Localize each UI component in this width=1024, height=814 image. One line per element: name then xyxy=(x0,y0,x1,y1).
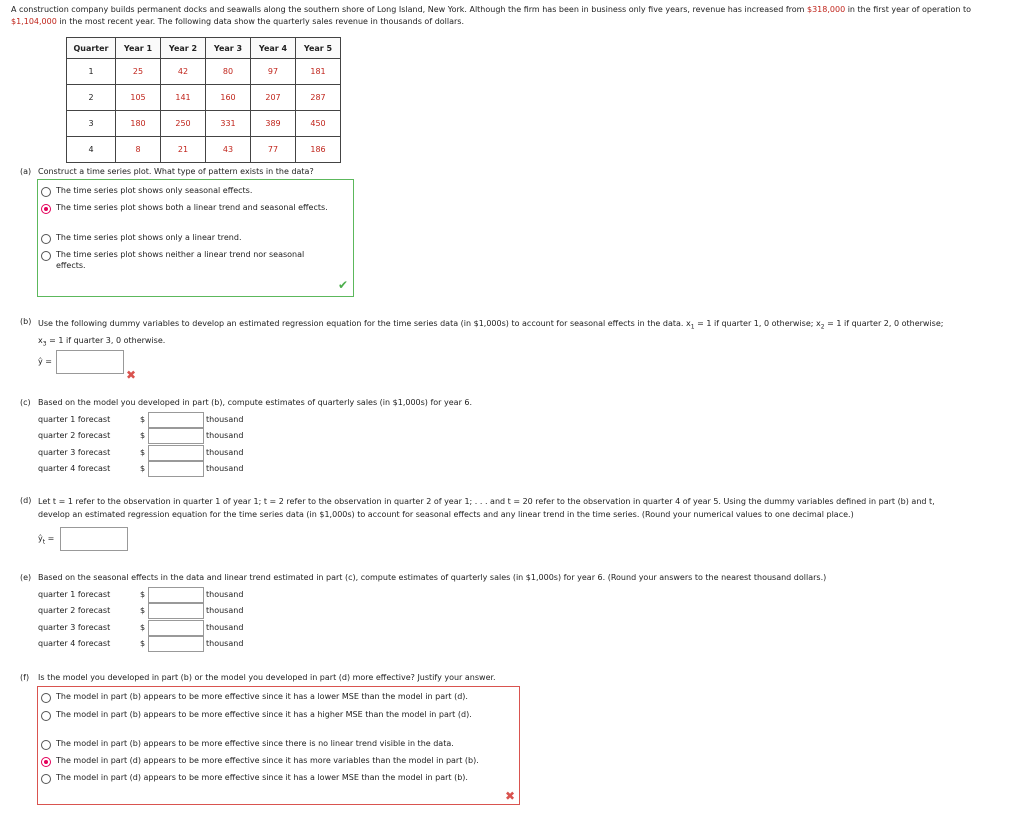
table-row xyxy=(67,111,341,137)
part-e-label: (e) xyxy=(20,573,32,582)
table-cell: 77 xyxy=(251,137,296,163)
radio-button-selected[interactable] xyxy=(41,204,51,214)
forecast-label: quarter 4 forecast xyxy=(38,464,111,473)
unit-label: thousand xyxy=(206,415,244,424)
dollar-sign: $ xyxy=(140,639,146,648)
unit-label: thousand xyxy=(206,606,244,615)
part-d-question: Let t = 1 refer to the observation in quarter 1 of year 1; t = 2 refer to the observation in quarter 2 of year 1; . . . and t = 20 refer to the observation in quarter 4 of year 5. Using the dummy variables defined in part (b) and t, develop an estimated regression equation for the time series data (in $1,000s) to account for seasonal effects and any linear trend in the time series. (Round your numerical values to one decimal place.) xyxy=(38,497,935,519)
part-f-option[interactable]: The model in part (b) appears to be more effective since it has a lower MSE than the model in part (d). xyxy=(41,692,468,703)
part-c-question: Based on the model you developed in part (b), compute estimates of quarterly sales (in $1,000s) for year 6. xyxy=(38,398,473,407)
cross-icon: ✖ xyxy=(505,789,516,803)
unit-label: thousand xyxy=(206,590,244,599)
table-cell: 25 xyxy=(116,59,161,85)
unit-label: thousand xyxy=(206,448,244,457)
radio-button[interactable] xyxy=(41,187,51,197)
table-header: Year 4 xyxy=(251,38,296,59)
part-c-q4-input[interactable] xyxy=(148,461,204,477)
part-c-q3-input[interactable] xyxy=(148,445,204,461)
table-cell: 8 xyxy=(116,137,161,163)
dollar-sign: $ xyxy=(140,415,146,424)
table-cell: 3 xyxy=(67,111,116,137)
part-c-q2-input[interactable] xyxy=(148,428,204,444)
first-year-revenue: $318,000 xyxy=(806,5,846,14)
quarterly-sales-table xyxy=(66,37,341,163)
radio-button[interactable] xyxy=(41,740,51,750)
table-cell: 160 xyxy=(206,85,251,111)
part-b-question: Use the following dummy variables to develop an estimated regression equation for the time series data (in $1,000s) to account for seasonal effects in the data. $x_1 = 1$ if quarter 1, 0 otherwise; $x_2 = 1$ if quarter 2, 0 otherwise; $x_3 = 1$ if quarter 3, 0 otherwise. xyxy=(38,319,944,348)
unit-label: thousand xyxy=(206,623,244,632)
check-icon: ✔ xyxy=(338,278,349,292)
dollar-sign: $ xyxy=(140,448,146,457)
table-cell: 97 xyxy=(251,59,296,85)
yhat-label: ŷ = xyxy=(38,357,52,366)
unit-label: thousand xyxy=(206,639,244,648)
problem-intro: A construction company builds permanent docks and seawalls along the southern shore of Long Island, New York. Although the firm has been in business only five years, revenue has increased from $318,000 in the first year of operation to $1,104,000 in the most recent year. The following data show the quarterly sales revenue in thousands of dollars. xyxy=(11,5,972,26)
part-e-q3-input[interactable] xyxy=(148,620,204,636)
part-b-label: (b) xyxy=(20,317,32,326)
part-a-label: (a) xyxy=(20,167,32,176)
table-cell: 105 xyxy=(116,85,161,111)
part-a-option-selected[interactable]: The time series plot shows both a linear trend and seasonal effects. xyxy=(41,203,328,214)
cross-icon: ✖ xyxy=(126,368,137,382)
table-cell: 180 xyxy=(116,111,161,137)
part-e-q2-input[interactable] xyxy=(148,603,204,619)
radio-button[interactable] xyxy=(41,251,51,261)
dollar-sign: $ xyxy=(140,464,146,473)
table-cell: 21 xyxy=(161,137,206,163)
forecast-label: quarter 2 forecast xyxy=(38,606,111,615)
table-cell: 207 xyxy=(251,85,296,111)
part-f-option[interactable]: The model in part (b) appears to be more effective since there is no linear trend visible in the data. xyxy=(41,739,454,750)
part-a-option[interactable]: The time series plot shows only seasonal effects. xyxy=(41,186,252,197)
part-a-option[interactable]: The time series plot shows neither a linear trend nor seasonal effects. xyxy=(41,250,326,271)
table-header: Year 3 xyxy=(206,38,251,59)
dollar-sign: $ xyxy=(140,590,146,599)
table-cell: 80 xyxy=(206,59,251,85)
forecast-label: quarter 3 forecast xyxy=(38,623,111,632)
forecast-label: quarter 4 forecast xyxy=(38,639,111,648)
table-header: Year 5 xyxy=(296,38,341,59)
part-e-question: Based on the seasonal effects in the data and linear trend estimated in part (c), compute estimates of quarterly sales (in $1,000s) for year 6. (Round your answers to the nearest thousand dollars.) xyxy=(38,573,827,582)
part-f-option[interactable]: The model in part (b) appears to be more effective since it has a higher MSE than the model in part (d). xyxy=(41,710,493,721)
part-f-label: (f) xyxy=(20,673,30,682)
forecast-label: quarter 1 forecast xyxy=(38,415,111,424)
table-cell: 250 xyxy=(161,111,206,137)
table-cell: 287 xyxy=(296,85,341,111)
radio-button[interactable] xyxy=(41,774,51,784)
table-cell: 450 xyxy=(296,111,341,137)
unit-label: thousand xyxy=(206,431,244,440)
yhat-t-label: $ŷ_t$ = xyxy=(38,534,55,546)
table-row xyxy=(67,59,341,85)
table-header: Quarter xyxy=(67,38,116,59)
table-cell: 186 xyxy=(296,137,341,163)
part-c-label: (c) xyxy=(20,398,31,407)
radio-button-selected[interactable] xyxy=(41,757,51,767)
part-f-option[interactable]: The model in part (d) appears to be more effective since it has a lower MSE than the model in part (b). xyxy=(41,773,468,784)
table-cell: 389 xyxy=(251,111,296,137)
dollar-sign: $ xyxy=(140,623,146,632)
forecast-label: quarter 3 forecast xyxy=(38,448,111,457)
part-a-question: Construct a time series plot. What type of pattern exists in the data? xyxy=(38,167,314,176)
table-cell: 43 xyxy=(206,137,251,163)
table-cell: 1 xyxy=(67,59,116,85)
table-cell: 141 xyxy=(161,85,206,111)
part-b-equation-input[interactable] xyxy=(56,350,124,374)
dollar-sign: $ xyxy=(140,431,146,440)
table-row xyxy=(67,137,341,163)
dollar-sign: $ xyxy=(140,606,146,615)
part-e-q4-input[interactable] xyxy=(148,636,204,652)
radio-button[interactable] xyxy=(41,711,51,721)
part-d-equation-input[interactable] xyxy=(60,527,128,551)
table-row xyxy=(67,85,341,111)
table-header: Year 1 xyxy=(116,38,161,59)
part-c-q1-input[interactable] xyxy=(148,412,204,428)
unit-label: thousand xyxy=(206,464,244,473)
table-header-row xyxy=(67,38,341,59)
forecast-label: quarter 2 forecast xyxy=(38,431,111,440)
part-a-option[interactable]: The time series plot shows only a linear trend. xyxy=(41,233,241,244)
radio-button[interactable] xyxy=(41,234,51,244)
table-cell: 331 xyxy=(206,111,251,137)
table-cell: 181 xyxy=(296,59,341,85)
recent-year-revenue: $1,104,000 xyxy=(11,16,57,26)
forecast-label: quarter 1 forecast xyxy=(38,590,111,599)
part-f-question: Is the model you developed in part (b) or the model you developed in part (d) more effective? Justify your answer. xyxy=(38,673,496,682)
table-cell: 42 xyxy=(161,59,206,85)
radio-button[interactable] xyxy=(41,693,51,703)
part-e-q1-input[interactable] xyxy=(148,587,204,603)
table-header: Year 2 xyxy=(161,38,206,59)
table-cell: 2 xyxy=(67,85,116,111)
part-f-option-selected[interactable]: The model in part (d) appears to be more effective since it has more variables than the model in part (b). xyxy=(41,756,479,767)
table-cell: 4 xyxy=(67,137,116,163)
part-d-label: (d) xyxy=(20,496,32,505)
